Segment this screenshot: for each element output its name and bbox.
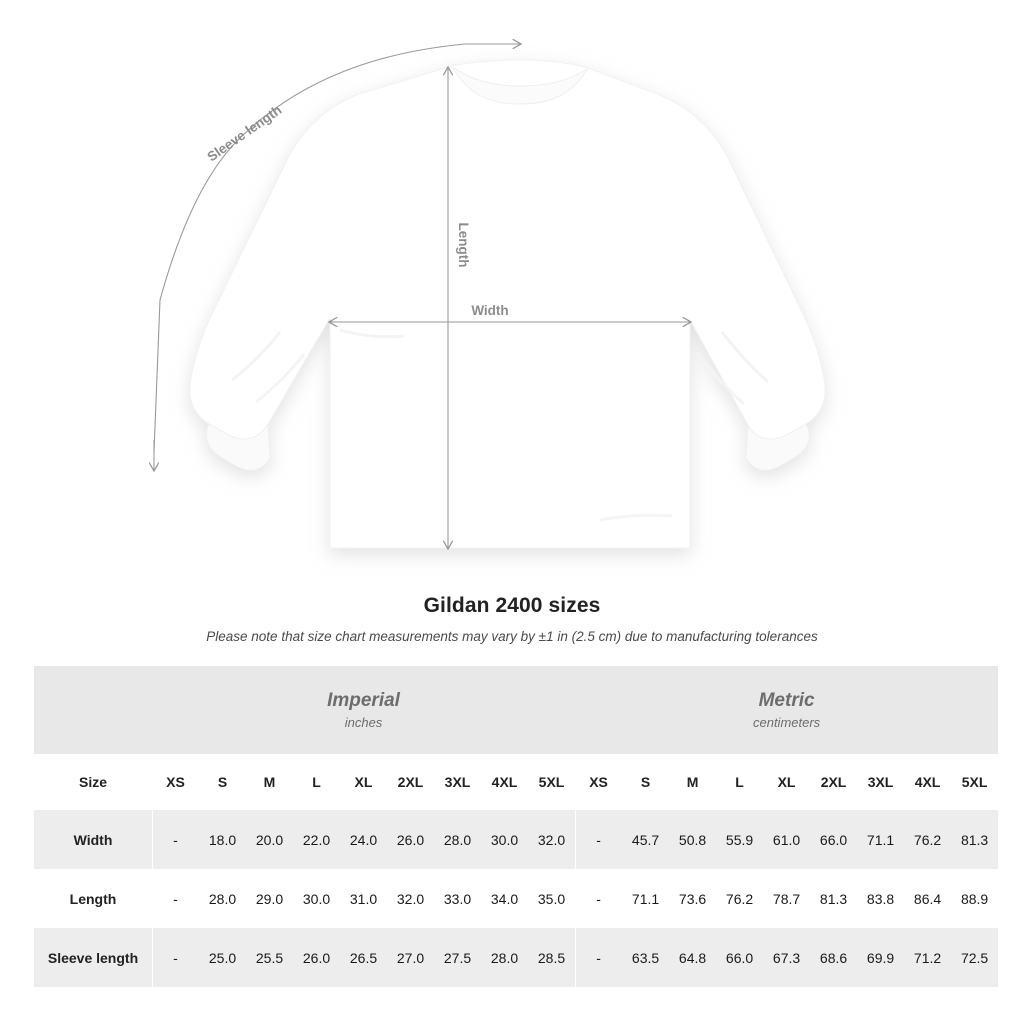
size-col-imp-3: L	[293, 754, 340, 810]
cell-length-imp-4: 31.0	[340, 869, 387, 928]
unit-group-metric	[575, 666, 998, 754]
size-col-imp-1: S	[199, 754, 246, 810]
cell-width-imp-7: 30.0	[481, 810, 528, 869]
size-col-met-2: M	[669, 754, 716, 810]
cell-width-met-2: 50.8	[669, 810, 716, 869]
cell-sleeve-met-4: 67.3	[763, 928, 810, 987]
row-label-sleeve-length: Sleeve length	[34, 928, 152, 987]
cell-sleeve-imp-2: 25.5	[246, 928, 293, 987]
cell-sleeve-met-5: 68.6	[810, 928, 857, 987]
row-label-length: Length	[34, 869, 152, 928]
cell-width-imp-3: 22.0	[293, 810, 340, 869]
cell-width-met-6: 71.1	[857, 810, 904, 869]
cell-length-met-3: 76.2	[716, 869, 763, 928]
size-chart-table	[34, 666, 998, 987]
cell-width-imp-6: 28.0	[434, 810, 481, 869]
cell-sleeve-imp-8: 28.5	[528, 928, 575, 987]
size-col-met-3: L	[716, 754, 763, 810]
size-header-label: Size	[34, 754, 152, 810]
heading-block	[0, 594, 1024, 644]
size-col-met-5: 2XL	[810, 754, 857, 810]
cell-width-imp-4: 24.0	[340, 810, 387, 869]
size-col-imp-0: XS	[152, 754, 199, 810]
size-col-met-8: 5XL	[951, 754, 998, 810]
cell-width-imp-8: 32.0	[528, 810, 575, 869]
page-title: Gildan 2400 sizes	[423, 594, 601, 617]
sleeve-length-label: Sleeve length	[204, 102, 285, 165]
cell-sleeve-met-1: 63.5	[622, 928, 669, 987]
size-col-met-4: XL	[763, 754, 810, 810]
cell-length-imp-1: 28.0	[199, 869, 246, 928]
cell-width-met-1: 45.7	[622, 810, 669, 869]
cell-length-imp-0: -	[152, 869, 199, 928]
unit-metric-sub: centimeters	[752, 715, 821, 731]
size-col-imp-8: 5XL	[528, 754, 575, 810]
size-col-met-0: XS	[575, 754, 622, 810]
cell-width-imp-0: -	[152, 810, 199, 869]
cell-width-met-3: 55.9	[716, 810, 763, 869]
cell-length-met-5: 81.3	[810, 869, 857, 928]
tolerance-note: Please note that size chart measurements may vary by ±1 in (2.5 cm) due to manufacturing tolerances	[206, 629, 818, 644]
unit-header-row	[34, 666, 998, 754]
size-col-met-6: 3XL	[857, 754, 904, 810]
cell-sleeve-met-6: 69.9	[857, 928, 904, 987]
cell-sleeve-imp-7: 28.0	[481, 928, 528, 987]
size-col-met-1: S	[622, 754, 669, 810]
width-label: Width	[471, 303, 509, 318]
size-col-imp-4: XL	[340, 754, 387, 810]
cell-width-met-5: 66.0	[810, 810, 857, 869]
cell-sleeve-met-0: -	[575, 928, 622, 987]
size-col-imp-2: M	[246, 754, 293, 810]
size-col-imp-5: 2XL	[387, 754, 434, 810]
cell-length-met-2: 73.6	[669, 869, 716, 928]
cell-sleeve-imp-1: 25.0	[199, 928, 246, 987]
size-col-met-7: 4XL	[904, 754, 951, 810]
cell-sleeve-met-8: 72.5	[951, 928, 998, 987]
unit-imperial-name: Imperial	[327, 689, 400, 711]
cell-length-imp-6: 33.0	[434, 869, 481, 928]
cell-width-met-0: -	[575, 810, 622, 869]
unit-imperial-sub: inches	[344, 715, 383, 731]
size-header-row	[34, 754, 998, 810]
cell-length-met-7: 86.4	[904, 869, 951, 928]
cell-sleeve-met-7: 71.2	[904, 928, 951, 987]
size-col-imp-6: 3XL	[434, 754, 481, 810]
cell-sleeve-imp-3: 26.0	[293, 928, 340, 987]
unit-spacer	[34, 666, 152, 754]
cell-length-met-0: -	[575, 869, 622, 928]
table-row	[34, 869, 998, 928]
cell-width-imp-5: 26.0	[387, 810, 434, 869]
cell-length-imp-8: 35.0	[528, 869, 575, 928]
cell-length-met-4: 78.7	[763, 869, 810, 928]
cell-width-met-7: 76.2	[904, 810, 951, 869]
cell-sleeve-imp-0: -	[152, 928, 199, 987]
cell-length-imp-5: 32.0	[387, 869, 434, 928]
cell-length-met-8: 88.9	[951, 869, 998, 928]
size-col-imp-7: 4XL	[481, 754, 528, 810]
unit-group-imperial	[152, 666, 575, 754]
cell-length-met-1: 71.1	[622, 869, 669, 928]
cell-sleeve-imp-6: 27.5	[434, 928, 481, 987]
cell-sleeve-imp-4: 26.5	[340, 928, 387, 987]
cell-width-imp-1: 18.0	[199, 810, 246, 869]
cell-sleeve-met-3: 66.0	[716, 928, 763, 987]
cell-width-met-8: 81.3	[951, 810, 998, 869]
cell-length-imp-7: 34.0	[481, 869, 528, 928]
table-row	[34, 810, 998, 869]
unit-metric-name: Metric	[758, 689, 815, 711]
cell-length-imp-3: 30.0	[293, 869, 340, 928]
size-table-wrap	[34, 666, 990, 987]
table-row	[34, 928, 998, 987]
cell-sleeve-met-2: 64.8	[669, 928, 716, 987]
cell-sleeve-imp-5: 27.0	[387, 928, 434, 987]
cell-length-imp-2: 29.0	[246, 869, 293, 928]
cell-length-met-6: 83.8	[857, 869, 904, 928]
cell-width-met-4: 61.0	[763, 810, 810, 869]
cell-width-imp-2: 20.0	[246, 810, 293, 869]
row-label-width: Width	[34, 810, 152, 869]
length-label: Length	[456, 222, 471, 268]
